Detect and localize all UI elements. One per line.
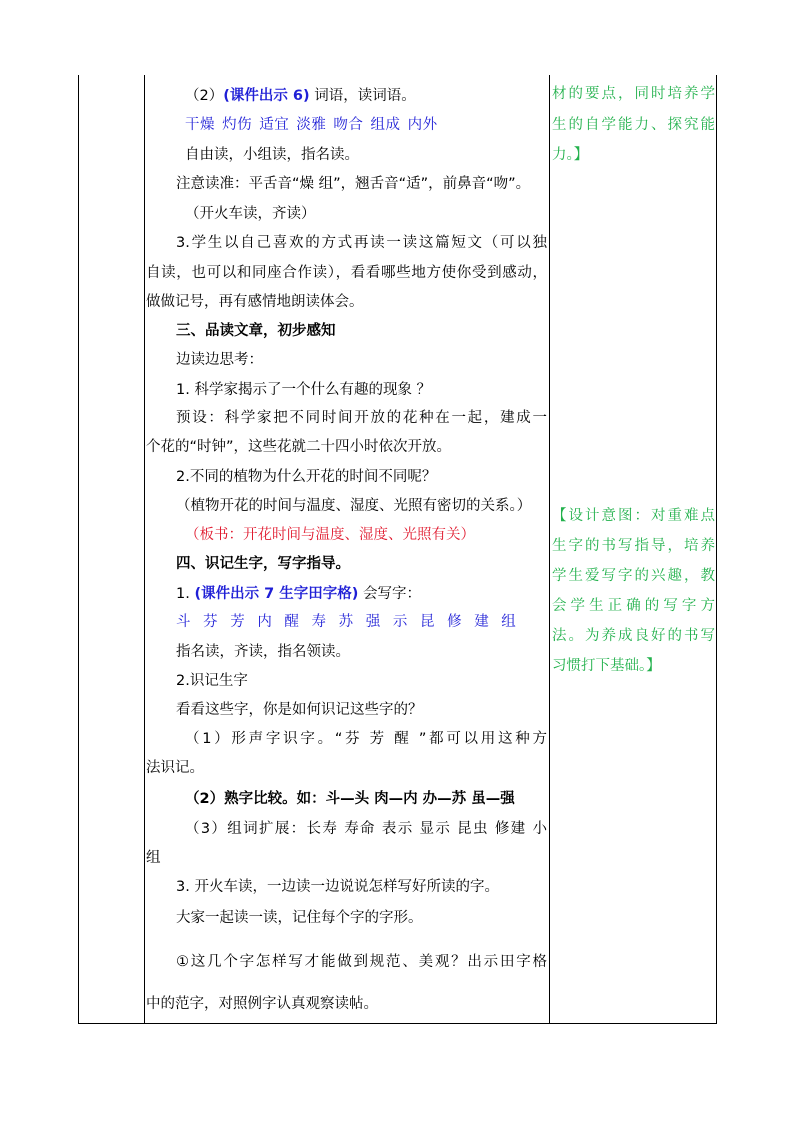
design-intent-line-5: 法。为养成良好的书写 [552,628,715,644]
item-number: 1. [176,586,195,602]
reread-instruction-2: 自读，也可以和同座合作读），看看哪些地方使你受到感动， [146,265,547,281]
table-border-left [78,75,79,1024]
step-3: 3. 开火车读，一边读一边说说怎样写好所读的字。 [176,879,499,895]
new-characters: 斗 芬 芳 内 醒 寿 苏 强 示 昆 修 建 组 [176,614,520,630]
design-intent-line-1: 【设计意图：对重难点 [552,508,715,524]
design-intent-line-3: 学生爱写字的兴趣，教 [552,568,715,584]
reread-instruction-3: 做做记号，再有感情地朗读体会。 [146,294,364,310]
vocab-intro-text: 词语，读词语。 [309,88,416,104]
table-border-right [716,75,717,1024]
design-intent-line-6: 习惯打下基础。】 [552,658,661,674]
item-number: （2） [185,88,224,104]
reread-instruction-1: 3.学生以自己喜欢的方式再读一读这篇短文（可以独 [176,235,547,251]
think-prompt: 边读边思考： [176,352,263,368]
courseware-ref: (课件出示 6) [223,88,310,104]
side-note-1-line-2: 生的自学能力、探究能 [552,117,715,133]
answer-2: （植物开花的时间与温度、湿度、光照有密切的关系。） [176,498,532,514]
section-heading-4: 四、识记生字，写字指导。 [176,556,350,572]
method-1-line-2: 法识记。 [146,760,204,776]
table-border-bottom [78,1023,717,1024]
courseware-ref: (课件出示 7 生字田字格) [194,586,359,602]
design-intent-line-4: 会学生正确的写字方 [552,598,715,614]
design-intent-line-2: 生字的书写指导，培养 [552,538,715,554]
method-3-line-2: 组 [146,850,161,866]
method-3-line-1: （3）组词扩展：长寿 寿命 表示 显示 昆虫 修建 小 [185,821,547,837]
memorize-heading: 2.识记生字 [176,673,248,689]
reading-methods: 自由读，小组读，指名读。 [185,147,359,163]
answer-1-line-2: 个花的“时钟”，这些花就二十四小时依次开放。 [146,439,452,455]
side-note-1-line-3: 力。】 [552,147,589,163]
blackboard-note: （板书：开花时间与温度、湿度、光照有关） [185,527,475,543]
vocab-words: 干燥 灼伤 适宜 淡雅 吻合 组成 内外 [185,117,438,133]
memorize-question: 看看这些字，你是如何识记这些字的？ [176,702,423,718]
question-2: 2.不同的植物为什么开花的时间不同呢？ [176,469,437,485]
reading-mode-note: （开火车读，齐读） [185,206,316,222]
method-1-line-1: （1）形声字识字。“芬 芳 醒 ”都可以用这种方 [185,731,547,747]
step-3-note: 大家一起读一读，记住每个字的字形。 [176,910,423,926]
writing-guide-line-1: ①这几个字怎样写才能做到规范、美观？出示田字格 [176,954,547,970]
vocab-intro-line [185,86,416,106]
pronunciation-note: 注意读准：平舌音“燥 组”，翘舌音“适”，前鼻音“吻”。 [176,176,531,192]
method-2: （2）熟字比较。如：斗—头 肉—内 办—苏 虽—强 [185,791,515,807]
table-divider-2 [549,75,550,1024]
reading-order: 指名读，齐读，指名领读。 [176,644,350,660]
writing-intro-text: 会写字： [358,586,422,602]
side-note-1-line-1: 材的要点，同时培养学 [552,86,715,102]
writing-guide-line-2: 中的范字，对照例字认真观察读帖。 [146,996,378,1012]
writing-intro-line [176,584,421,604]
answer-1-line-1: 预设：科学家把不同时间开放的花种在一起，建成一 [176,410,547,426]
table-divider-1 [144,75,145,1024]
section-heading-3: 三、品读文章，初步感知 [176,323,336,339]
question-1: 1. 科学家揭示了一个什么有趣的现象 ？ [176,382,432,398]
